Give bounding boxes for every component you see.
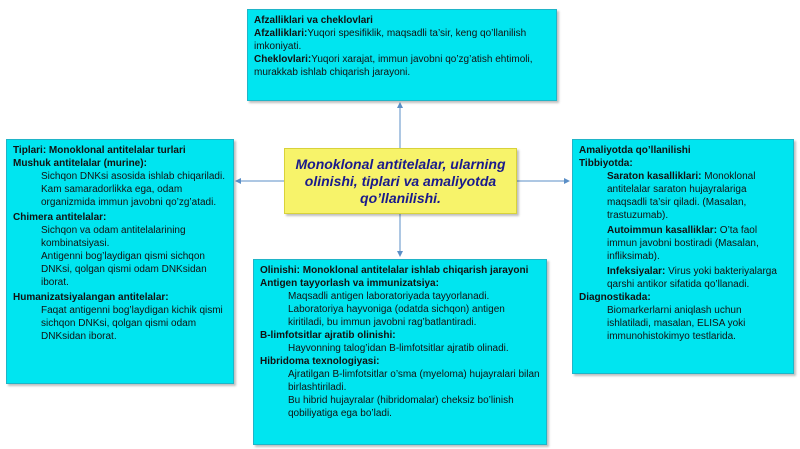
step3-item-1: Ajratilgan B-limfotsitlar o’sma (myeloma) hujayralari bilan birlashtiriladi.: [288, 369, 540, 393]
types-heading: Tiplari: Monoklonal antitelalar turlari: [13, 145, 186, 156]
infection-label: Infeksiyalar:: [607, 266, 666, 277]
advantages-box: [247, 9, 557, 101]
step1-title: Antigen tayyorlash va immunizatsiya:: [260, 278, 439, 289]
diagnostics-item: Biomarkerlarni aniqlash uchun ishlatiladi, masalan, ELISA yoki immunohistokimyo testlarida.: [607, 305, 746, 342]
humanized-item-1: Faqat antigenni bog’laydigan kichik qismi sichqon DNKsi, qolgan qismi odam DNKsidan iborat.: [41, 305, 223, 342]
advantages-line: [254, 27, 550, 53]
central-title: Monoklonal antitelalar, ularning olinishi, tiplari va amaliyotda qo’llanilishi.: [295, 155, 506, 206]
chimera-title: Chimera antitelalar:: [13, 212, 107, 223]
chimera-item-2: Antigenni bog’laydigan qismi sichqon DNKsi, qolgan qismi odam DNKsidan iborat.: [41, 251, 207, 288]
limitations-line: [254, 53, 550, 79]
medicine-title: Tibbiyotda:: [579, 158, 633, 169]
production-heading: Olinishi: Monoklonal antitelalar ishlab chiqarish jarayoni: [260, 265, 529, 276]
cancer-item: [579, 170, 787, 222]
limitations-text: Yuqori xarajat, immun javobni qo’zg’atish ehtimoli, murakkab ishlab chiqarish jarayoni.: [254, 54, 533, 78]
step2-title: B-limfotsitlar ajratib olinishi:: [260, 330, 396, 341]
advantages-heading: Afzalliklari va cheklovlari: [254, 15, 373, 26]
step3-title: Hibridoma texnologiyasi:: [260, 356, 380, 367]
advantages-label: Afzalliklari:: [254, 28, 308, 39]
production-box: [253, 259, 547, 445]
limitations-label: Cheklovlari:: [254, 54, 312, 65]
autoimmune-text: O’ta faol immun javobni bostiradi (Masalan, infliksimab).: [607, 225, 759, 262]
infection-item: [579, 265, 787, 291]
humanized-title: Humanizatsiyalangan antitelalar:: [13, 292, 169, 303]
cancer-label: Saraton kasalliklari:: [607, 171, 702, 182]
autoimmune-label: Autoimmun kasalliklar:: [607, 225, 718, 236]
applications-box: [572, 139, 794, 374]
murine-item-1: Sichqon DNKsi asosida ishlab chiqariladi.: [41, 171, 225, 182]
diagnostics-title: Diagnostikada:: [579, 292, 651, 303]
central-topic: [284, 148, 517, 214]
cancer-text: Monoklonal antitelalar saraton hujayralariga maqsadli ta’sir qiladi. (Masalan, trastuzumab).: [607, 171, 756, 221]
step1-item-1: Maqsadli antigen laboratoriyada tayyorlanadi.: [288, 291, 490, 302]
murine-title: Mushuk antitelalar (murine):: [13, 158, 147, 169]
advantages-text: Yuqori spesifiklik, maqsadli ta’sir, keng qo’llanilish imkoniyati.: [254, 28, 527, 52]
step1-item-2: Laboratoriya hayvoniga (odatda sichqon) antigen kiritiladi, bu immun javobni rag’batlantiradi.: [288, 304, 505, 328]
step3-item-2: Bu hibrid hujayralar (hibridomalar) cheksiz bo’linish qobiliyatiga ega bo’ladi.: [288, 395, 514, 419]
step2-item-1: Hayvonning talog’idan B-limfotsitlar ajratib olinadi.: [288, 343, 509, 354]
infection-text: Virus yoki bakteriyalarga qarshi antikor sifatida qo’llanadi.: [607, 266, 777, 290]
murine-item-2: Kam samaradorlikka ega, odam organizmida immun javobni qo’zg’atadi.: [41, 184, 217, 208]
applications-heading: Amaliyotda qo’llanilishi: [579, 145, 691, 156]
types-box: [6, 139, 234, 384]
autoimmune-item: [579, 224, 787, 263]
chimera-item-1: Sichqon va odam antitelalarining kombinatsiyasi.: [41, 225, 186, 249]
